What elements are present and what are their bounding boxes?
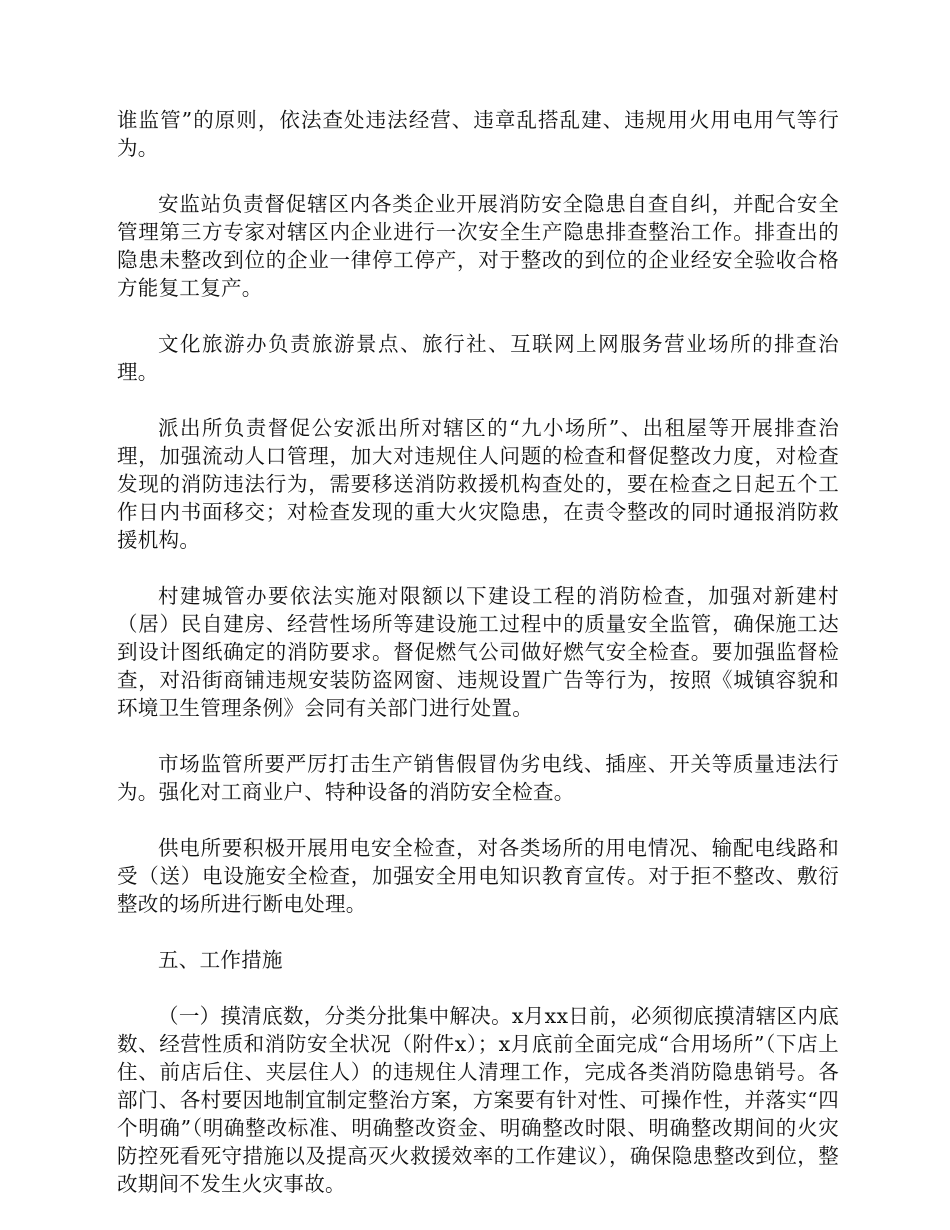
- paragraph-culture-tourism: 文化旅游办负责旅游景点、旅行社、互联网上网服务营业场所的排查治理。: [117, 332, 839, 384]
- paragraph-police-station: 派出所负责督促公安派出所对辖区的“九小场所”、出租屋等开展排查治理，加强流动人口管理，加大对违规住人问题的检查和督促整改力度，对检查发现的消防违法行为，需要移送消防救援机构查处的，要在检查之日起五个工作日内书面移交；对检查发现的重大火灾隐患，在责令整改的同时通报消防救援机构。: [117, 416, 839, 552]
- paragraph-market-supervision: 市场监管所要严厉打击生产销售假冒伪劣电线、插座、开关等质量违法行为。强化对工商业户、特种设备的消防安全检查。: [117, 752, 839, 804]
- paragraph-safety-station: 安监站负责督促辖区内各类企业开展消防安全隐患自查自纠，并配合安全管理第三方专家对辖区内企业进行一次安全生产隐患排查整治工作。排查出的隐患未整改到位的企业一律停工停产，对于整改的到位的企业经安全验收合格方能复工复产。: [117, 192, 839, 300]
- document-page: [117, 106, 839, 1226]
- section-heading-work-measures: 五、工作措施: [158, 948, 283, 972]
- paragraph-urban-management: 村建城管办要依法实施对限额以下建设工程的消防检查，加强对新建村（居）民自建房、经营性场所等建设施工过程中的质量安全监管，确保施工达到设计图纸确定的消防要求。督促燃气公司做好燃气安全检查。要加强监督检查，对沿街商铺违规安装防盗网窗、违规设置广告等行为，按照《城镇容貌和环境卫生管理条例》会同有关部门进行处置。: [117, 584, 839, 720]
- paragraph-continuation: 谁监管”的原则，依法查处违法经营、违章乱搭乱建、违规用火用电用气等行为。: [117, 108, 839, 160]
- paragraph-measure-one: （一）摸清底数，分类分批集中解决。x月xx日前，必须彻底摸清辖区内底数、经营性质和消防安全状况（附件x）；x月底前全面完成“合用场所”（下店上住、前店后住、夹层住人）的违规住人清理工作，完成各类消防隐患销号。各部门、各村要因地制宜制定整治方案，方案要有针对性、可操作性，并落实“四个明确”（明确整改标准、明确整改资金、明确整改时限、明确整改期间的火灾防控死看死守措施以及提高灭火救援效率的工作建议），确保隐患整改到位，整改期间不发生火灾事故。: [117, 1004, 839, 1196]
- paragraph-power-supply: 供电所要积极开展用电安全检查，对各类场所的用电情况、输配电线路和受（送）电设施安全检查，加强安全用电知识教育宣传。对于拒不整改、敷衍整改的场所进行断电处理。: [117, 836, 839, 916]
